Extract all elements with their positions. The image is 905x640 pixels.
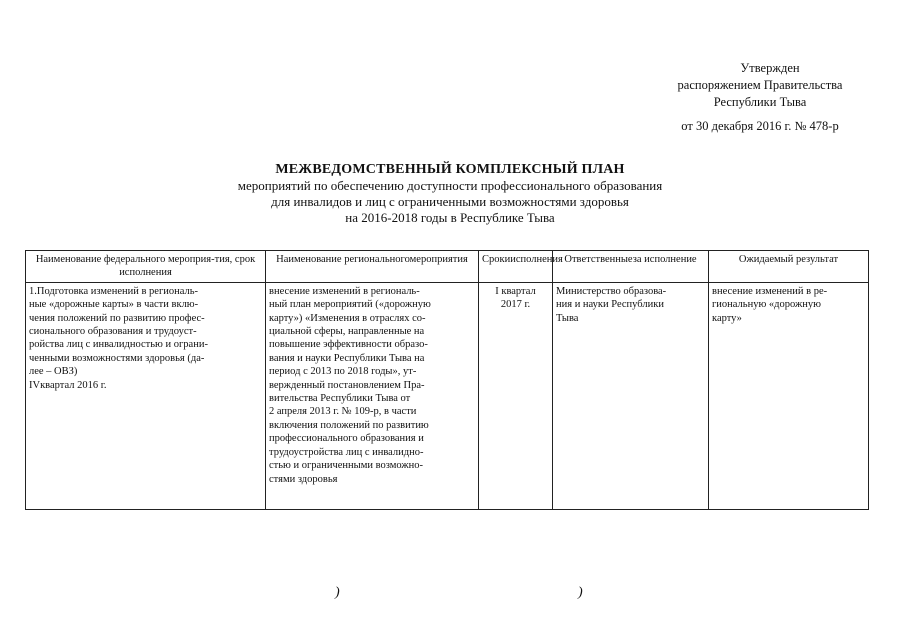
scan-mark-left: ) <box>335 585 340 600</box>
approval-date: от 30 декабря 2016 г. № 478-р <box>681 119 839 133</box>
cell-expected-result <box>709 282 869 509</box>
scan-mark-right: ) <box>578 585 583 600</box>
header-expected-result <box>709 251 869 283</box>
table-header-row <box>26 251 869 283</box>
header-federal-event <box>26 251 266 283</box>
text-line: стями здоровья <box>269 473 338 485</box>
text-line: внесение изменений в региональ- <box>269 285 420 297</box>
text-line: 1.Подготовка изменений в региональ- <box>29 285 199 297</box>
header-regional-event <box>266 251 479 283</box>
text-line: I квартал <box>495 285 536 297</box>
header-deadline <box>479 251 563 283</box>
text-line: внесение изменений в ре- <box>712 285 828 297</box>
text-line: лее – ОВЗ) <box>29 366 78 378</box>
text-line: сионального образования и трудоуст- <box>29 326 197 338</box>
text-line: циальной сферы, направленные на <box>269 326 425 338</box>
text-line: стью и ограниченными возможно- <box>269 460 423 472</box>
text-line: Наименование федерального мероприя- <box>35 254 215 265</box>
text-line: чения положений по развитию профес- <box>29 312 205 324</box>
approval-line-approved: Утвержден <box>740 61 800 75</box>
text-line: Сроки <box>482 254 511 265</box>
cell-responsible <box>553 282 709 509</box>
text-line: включения положений по развитию <box>269 419 429 431</box>
text-line: исполнения <box>510 254 563 265</box>
text-line: ные «дорожные карты» в части вклю- <box>29 299 199 311</box>
cell-federal-event <box>26 282 266 509</box>
text-line: 2 апреля 2013 г. № 109-р, в части <box>269 406 417 418</box>
title-main: МЕЖВЕДОМСТВЕННЫЙ КОМПЛЕКСНЫЙ ПЛАН <box>275 162 625 177</box>
approval-line-republic: Республики Тыва <box>713 95 807 109</box>
text-line: тия, срок исполнения <box>119 254 256 279</box>
header-responsible <box>553 251 709 283</box>
text-line: IVквартал 2016 г. <box>29 379 107 391</box>
text-line: ный план мероприятий («дорожную <box>269 299 431 311</box>
table-row <box>26 282 869 509</box>
text-line: период с 2013 по 2018 годы», ут- <box>269 366 417 378</box>
title-sub-3: на 2016-2018 годы в Республике Тыва <box>345 210 555 225</box>
text-line: за исполнение <box>632 254 697 265</box>
text-line: вительства Республики Тыва от <box>269 393 411 405</box>
text-line: Тыва <box>556 312 579 324</box>
text-line: ния и науки Республики <box>556 299 664 311</box>
text-line: мероприятия <box>409 254 468 265</box>
approval-line-order: распоряжением Правительства <box>677 78 843 92</box>
text-line: Министерство образова- <box>556 285 667 297</box>
text-line: ченными возможностями здоровья (да- <box>29 352 205 364</box>
text-line: профессионального образования и <box>269 433 424 445</box>
cell-regional-event <box>266 282 479 509</box>
text-line: Ответственные <box>564 254 633 265</box>
title-sub-1: мероприятий по обеспечению доступности профессионального образования <box>237 178 663 193</box>
text-line: вания и науки Республики Тыва на <box>269 352 425 364</box>
document-title <box>150 162 750 226</box>
text-line: ройства лиц с инвалидностью и ограни- <box>29 339 208 351</box>
text-line: 2017 г. <box>500 299 531 311</box>
text-line: гиональную «дорожную <box>712 299 821 311</box>
text-line: карту» <box>712 312 742 324</box>
text-line: вержденный постановлением Пра- <box>269 379 425 391</box>
cell-deadline <box>479 282 553 509</box>
plan-table <box>25 250 869 510</box>
text-line: Наименование регионального <box>276 254 410 265</box>
approval-block <box>640 60 880 135</box>
text-line: повышение эффективности образо- <box>269 339 428 351</box>
text-line: трудоустройства лиц с инвалидно- <box>269 446 424 458</box>
title-sub-2: для инвалидов и лиц с ограниченными возможностями здоровья <box>271 194 629 209</box>
text-line: Ожидаемый результат <box>738 254 839 265</box>
text-line: карту») «Изменения в отраслях со- <box>269 312 426 324</box>
